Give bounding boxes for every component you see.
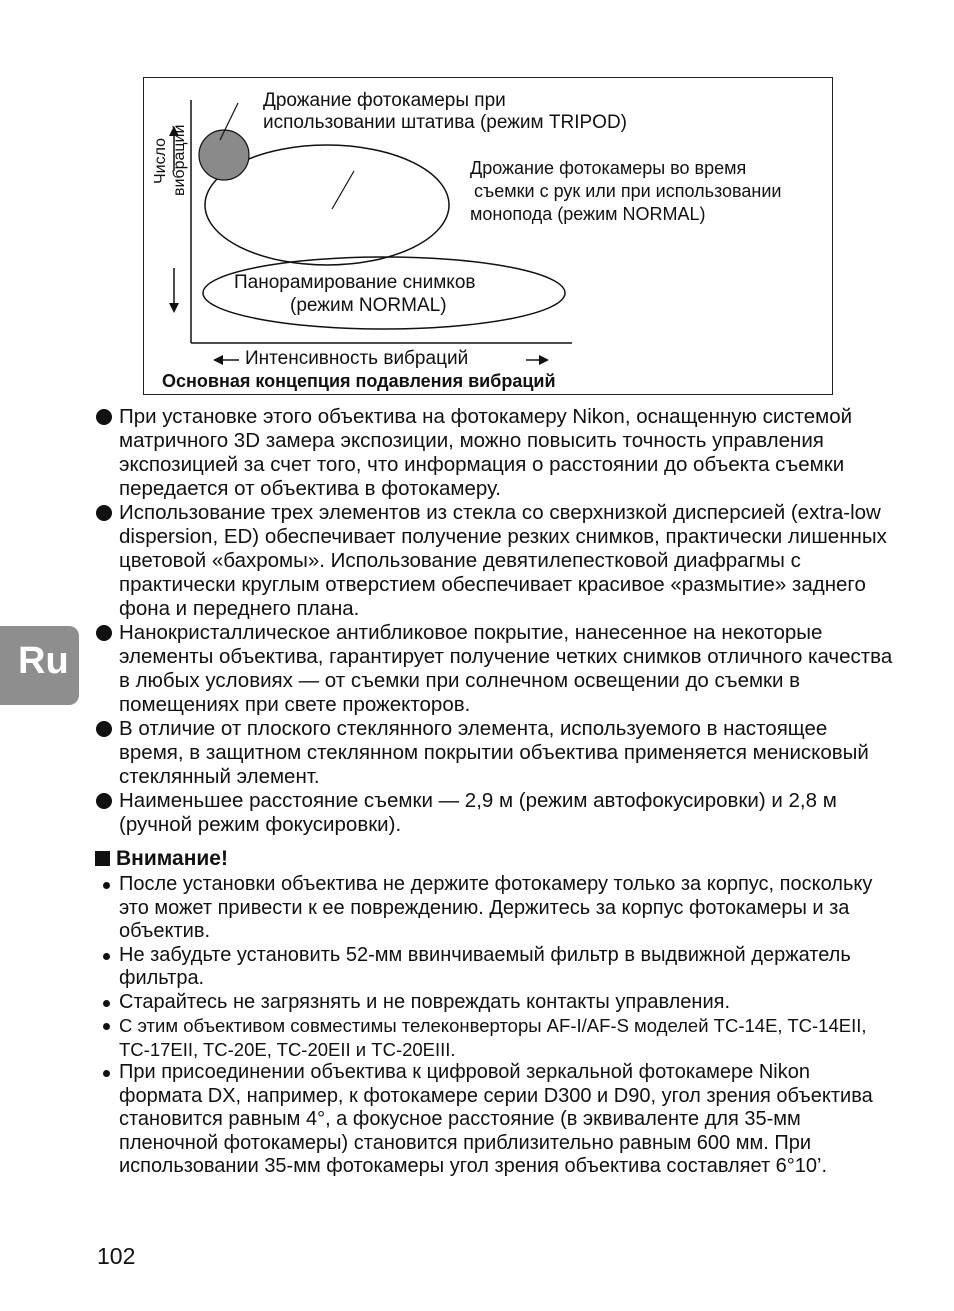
- panning-label-line2: (режим NORMAL): [290, 295, 447, 316]
- caution-heading: [95, 847, 228, 871]
- handheld-label-line3: монопода (режим NORMAL): [470, 204, 706, 224]
- caution-list: [100, 873, 890, 1179]
- bullet-icon: [96, 625, 112, 641]
- square-bullet-icon: [95, 851, 110, 866]
- y-arrow-down-head: [169, 303, 179, 313]
- feature-item: [95, 789, 895, 837]
- caution-text: С этим объективом совместимы телеконверторы AF-I/AF-S моделей TC-14E, TC-14EII, TC-17EII, TC-20E, TC-20EII и TC-20EIII.: [119, 1015, 867, 1060]
- x-arrow-right-head: [539, 355, 549, 365]
- feature-item: [95, 717, 895, 789]
- feature-text: В отличие от плоского стеклянного элемента, используемого в настоящее время, в защитном стеклянном покрытии объектива применяется менисковый стеклянный элемент.: [119, 717, 869, 788]
- language-tab-label: Ru: [18, 640, 69, 682]
- diagram-caption: Основная концепция подавления вибраций: [162, 371, 556, 391]
- small-bullet-icon: [103, 1023, 110, 1030]
- caution-text: Не забудьте установить 52-мм ввинчиваемый фильтр в выдвижной держатель фильтра.: [119, 943, 851, 989]
- small-bullet-icon: [103, 953, 110, 960]
- vibration-diagram: [143, 77, 833, 395]
- handheld-label-line2: съемки с рук или при использовании: [474, 181, 782, 201]
- feature-text: Нанокристаллическое антибликовое покрытие, нанесенное на некоторые элементы объектива, гарантирует получение четких снимков отличного качества в любых условиях — от съемки при солнечном освещении до съемки в помещениях при свете прожекторов.: [119, 621, 893, 716]
- y-axis-label-line1: Число: [152, 138, 169, 185]
- bullet-icon: [96, 409, 112, 425]
- panning-label-line1: Панорамирование снимков: [234, 272, 476, 293]
- handheld-leader: [332, 171, 354, 209]
- feature-item: [95, 621, 895, 717]
- feature-text: При установке этого объектива на фотокамеру Nikon, оснащенную системой матричного 3D замера экспозиции, можно повысить точность управления экспозицией за счет того, что информация о расстоянии до объекта съемки передается от объектива в фотокамеру.: [119, 405, 853, 500]
- handheld-label-line1: Дрожание фотокамеры во время: [470, 158, 747, 178]
- caution-item: [100, 873, 890, 944]
- bullet-icon: [96, 721, 112, 737]
- feature-text: Использование трех элементов из стекла со сверхнизкой дисперсией (extra-low dispersion, ED) обеспечивает получение резких снимков, практически лишенных цветовой «бахромы». Использование девятилепестковой диафрагмы с практически круглым отверстием обеспечивает красивое «размытие» заднего фона и переднего плана.: [119, 501, 887, 620]
- caution-text: При присоединении объектива к цифровой зеркальной фотокамере Nikon формата DX, например, к фотокамере серии D300 и D90, угол зрения объектива становится равным 4°, а фокусное расстояние (в эквиваленте для 35-мм пленочной фотокамеры) становится приблизительно равным 600 мм. При использовании 35-мм фотокамеры угол зрения объектива составляет 6°10’.: [119, 1061, 873, 1177]
- caution-item: [100, 1014, 890, 1061]
- caution-heading-text: Внимание!: [116, 847, 228, 870]
- tripod-circle: [199, 130, 249, 180]
- bullet-icon: [96, 793, 112, 809]
- x-arrow-left-head: [213, 355, 223, 365]
- caution-text: Старайтесь не загрязнять и не повреждать контакты управления.: [119, 990, 731, 1013]
- language-tab: [0, 626, 79, 705]
- x-axis-label: Интенсивность вибраций: [245, 348, 469, 369]
- small-bullet-icon: [103, 1000, 110, 1007]
- feature-text: Наименьшее расстояние съемки — 2,9 м (режим автофокусировки) и 2,8 м (ручной режим фокусировки).: [119, 789, 837, 836]
- small-bullet-icon: [103, 1070, 110, 1077]
- tripod-label-line2: использовании штатива (режим TRIPOD): [263, 112, 627, 133]
- feature-list: [95, 405, 895, 837]
- caution-item: [100, 991, 890, 1015]
- caution-text: После установки объектива не держите фотокамеру только за корпус, поскольку это может привести к ее повреждению. Держитесь за корпус фотокамеры и за объектив.: [119, 873, 873, 942]
- small-bullet-icon: [103, 882, 110, 889]
- feature-item: [95, 405, 895, 501]
- caution-item: [100, 1061, 890, 1179]
- page-number: 102: [97, 1243, 136, 1269]
- tripod-label-line1: Дрожание фотокамеры при: [263, 90, 506, 111]
- bullet-icon: [96, 505, 112, 521]
- y-axis-label-line2: вибраций: [171, 124, 188, 196]
- y-axis-label: [151, 126, 189, 196]
- caution-item: [100, 944, 890, 991]
- feature-item: [95, 501, 895, 621]
